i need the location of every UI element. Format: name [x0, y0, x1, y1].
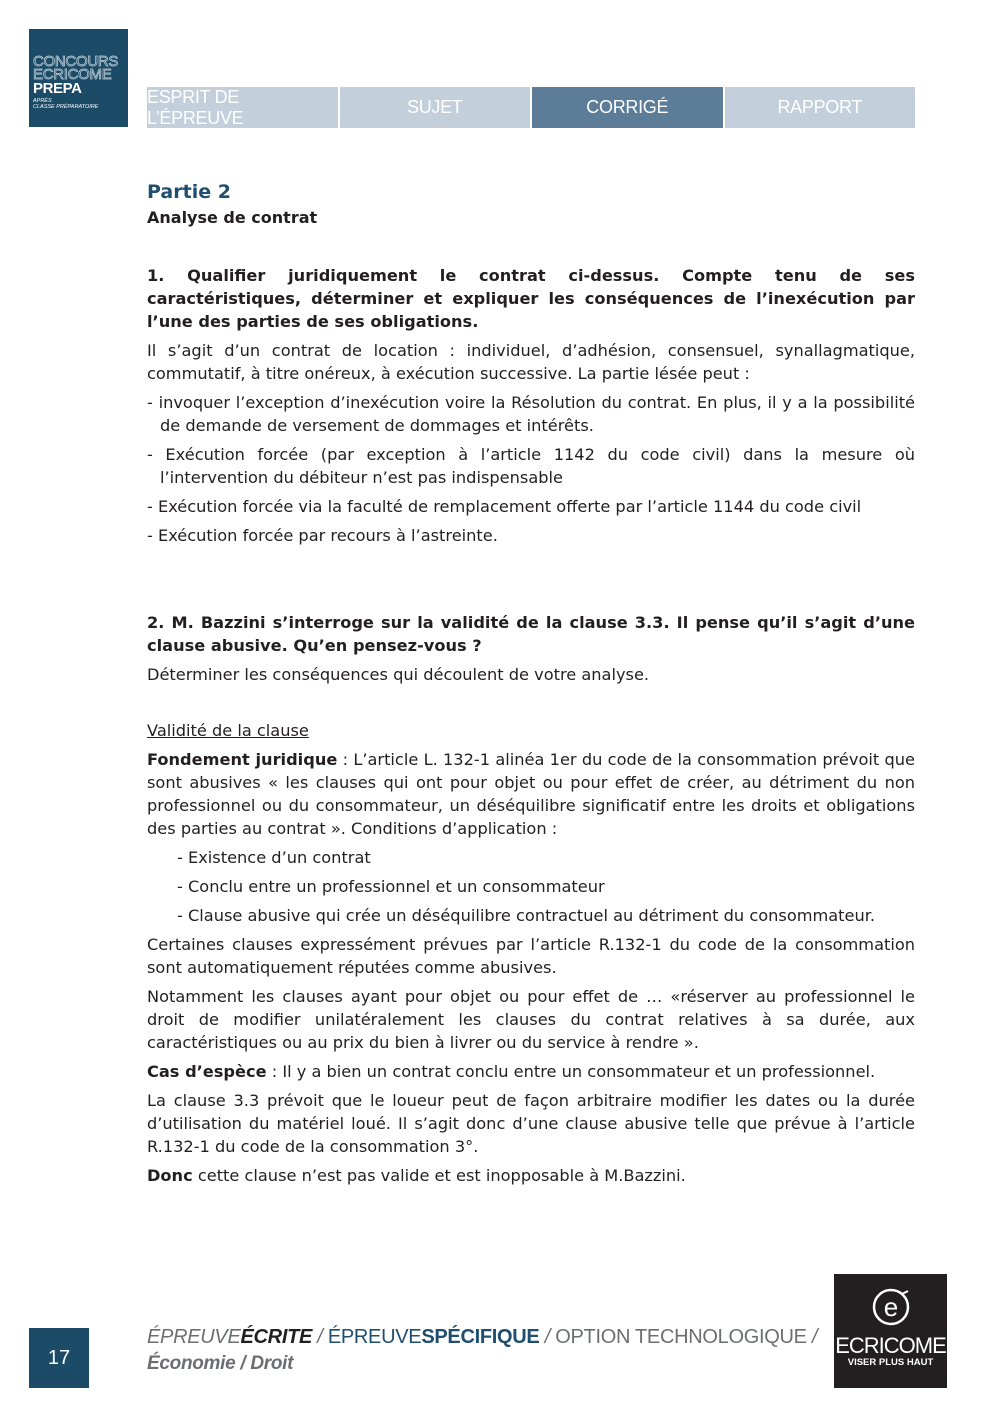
- logo-line-ecricome: ECRICOME: [33, 66, 112, 83]
- footer-epreuve: ÉPREUVE: [147, 1326, 241, 1348]
- concours-logo: [29, 29, 128, 127]
- fondement-text: : L’article L. 132-1 alinéa 1er du code de la consommation prévoit que sont abusives « les clauses qui ont pour objet ou pour effet de créer, au détriment du non professionnel ou du consommateur, un déséquilibre significatif entre les droits et obligations des parties au contrat ». Conditions d’application :: [147, 750, 915, 838]
- ecricome-brand: ECRICOME: [835, 1333, 946, 1358]
- ecricome-e-icon: [834, 1286, 947, 1333]
- q2-subquestion: Déterminer les conséquences qui découlent de votre analyse.: [147, 665, 650, 684]
- condition-item: - Conclu entre un professionnel et un consommateur: [177, 877, 605, 896]
- section-tabs: [147, 87, 915, 128]
- tab-sujet[interactable]: SUJET: [340, 87, 531, 128]
- logo-line-concours: CONCOURS: [33, 53, 119, 70]
- page-number: 17: [29, 1328, 89, 1388]
- part-subtitle: Analyse de contrat: [147, 208, 318, 227]
- cas-espece-paragraph: [147, 1060, 915, 1083]
- footer-epreuve-2: ÉPREUVE: [327, 1326, 422, 1348]
- footer-subject: Économie / Droit: [147, 1353, 294, 1374]
- cas-espece-text: : Il y a bien un contrat conclu entre un consommateur et un professionnel.: [266, 1062, 876, 1081]
- tab-esprit-epreuve[interactable]: ESPRIT DE L’ÉPREUVE: [147, 87, 338, 128]
- fondement-label: Fondement juridique: [147, 750, 338, 769]
- paragraph-r132: Certaines clauses expressément prévues par l’article R.132-1 du code de la consommation sont automatiquement réputées comme abusives.: [147, 935, 915, 977]
- condition-item: - Clause abusive qui crée un déséquilibre contractuel au détriment du consommateur.: [177, 906, 876, 925]
- q1-item: - Exécution forcée via la faculté de remplacement offerte par l’article 1144 du code civil: [147, 497, 862, 516]
- question-1: 1. Qualifier juridiquement le contrat ci-dessus. Compte tenu de ses caractéristiques, déterminer et expliquer les conséquences de l’inexécution par l’une des parties de ses obligations.: [147, 266, 915, 331]
- q1-item: - Exécution forcée (par exception à l’article 1142 du code civil) dans la mesure où l’intervention du débiteur n’est pas indispensable: [147, 445, 915, 487]
- footer-slash: /: [539, 1326, 556, 1348]
- part-title: Partie 2: [147, 181, 231, 203]
- footer-exam-line: [147, 1326, 817, 1349]
- tab-corrige[interactable]: CORRIGÉ: [532, 87, 723, 128]
- paragraph-clause-33: La clause 3.3 prévoit que le loueur peut de façon arbitraire modifier les dates ou la durée d’utilisation du matériel loué. Il s’agit donc d’une clause abusive telle que prévue à l’article R.132-1 du code de la consommation 3°.: [147, 1091, 915, 1156]
- footer-ecrite: ÉCRITE: [240, 1326, 313, 1348]
- ecricome-logo: [834, 1274, 947, 1388]
- logo-line-classe: CLASSE PRÉPARATOIRE: [33, 104, 99, 110]
- svg-text:e: e: [883, 1292, 898, 1322]
- footer-specifique: SPÉCIFIQUE: [421, 1326, 540, 1348]
- q1-item: - Exécution forcée par recours à l’astreinte.: [147, 526, 498, 545]
- donc-text: cette clause n’est pas valide et est inopposable à M.Bazzini.: [192, 1166, 686, 1185]
- cas-espece-label: Cas d’espèce: [147, 1062, 267, 1081]
- document-body: [147, 178, 915, 1187]
- footer-slash: /: [806, 1326, 818, 1348]
- footer-slash: /: [312, 1326, 328, 1348]
- section-title-validite: Validité de la clause: [147, 721, 309, 740]
- fondement-paragraph: [147, 748, 915, 840]
- paragraph-notamment: Notamment les clauses ayant pour objet ou pour effet de … «réserver au professionnel le droit de modifier unilatéralement les clauses du contrat relatives à sa durée, aux caractéristiques ou au prix du bien à livrer ou du service à rendre ».: [147, 987, 915, 1052]
- ecricome-tagline: VISER PLUS HAUT: [847, 1357, 934, 1368]
- logo-line-prepa: PREPA: [33, 80, 82, 97]
- donc-label: Donc: [147, 1166, 193, 1185]
- tab-rapport[interactable]: RAPPORT: [725, 87, 916, 128]
- q1-intro: Il s’agit d’un contrat de location : individuel, d’adhésion, consensuel, synallagmatique, commutatif, à titre onéreux, à exécution successive. La partie lésée peut :: [147, 341, 915, 383]
- footer-option: OPTION TECHNOLOGIQUE: [555, 1326, 807, 1348]
- condition-item: - Existence d’un contrat: [177, 848, 371, 867]
- logo-line-apres: APRÈS: [33, 98, 52, 104]
- q1-item: - invoquer l’exception d’inexécution voire la Résolution du contrat. En plus, il y a la possibilité de demande de versement de dommages et intérêts.: [147, 393, 915, 435]
- question-2: 2. M. Bazzini s’interroge sur la validité de la clause 3.3. Il pense qu’il s’agit d’une clause abusive. Qu’en pensez-vous ?: [147, 613, 915, 655]
- conclusion-paragraph: [147, 1164, 915, 1187]
